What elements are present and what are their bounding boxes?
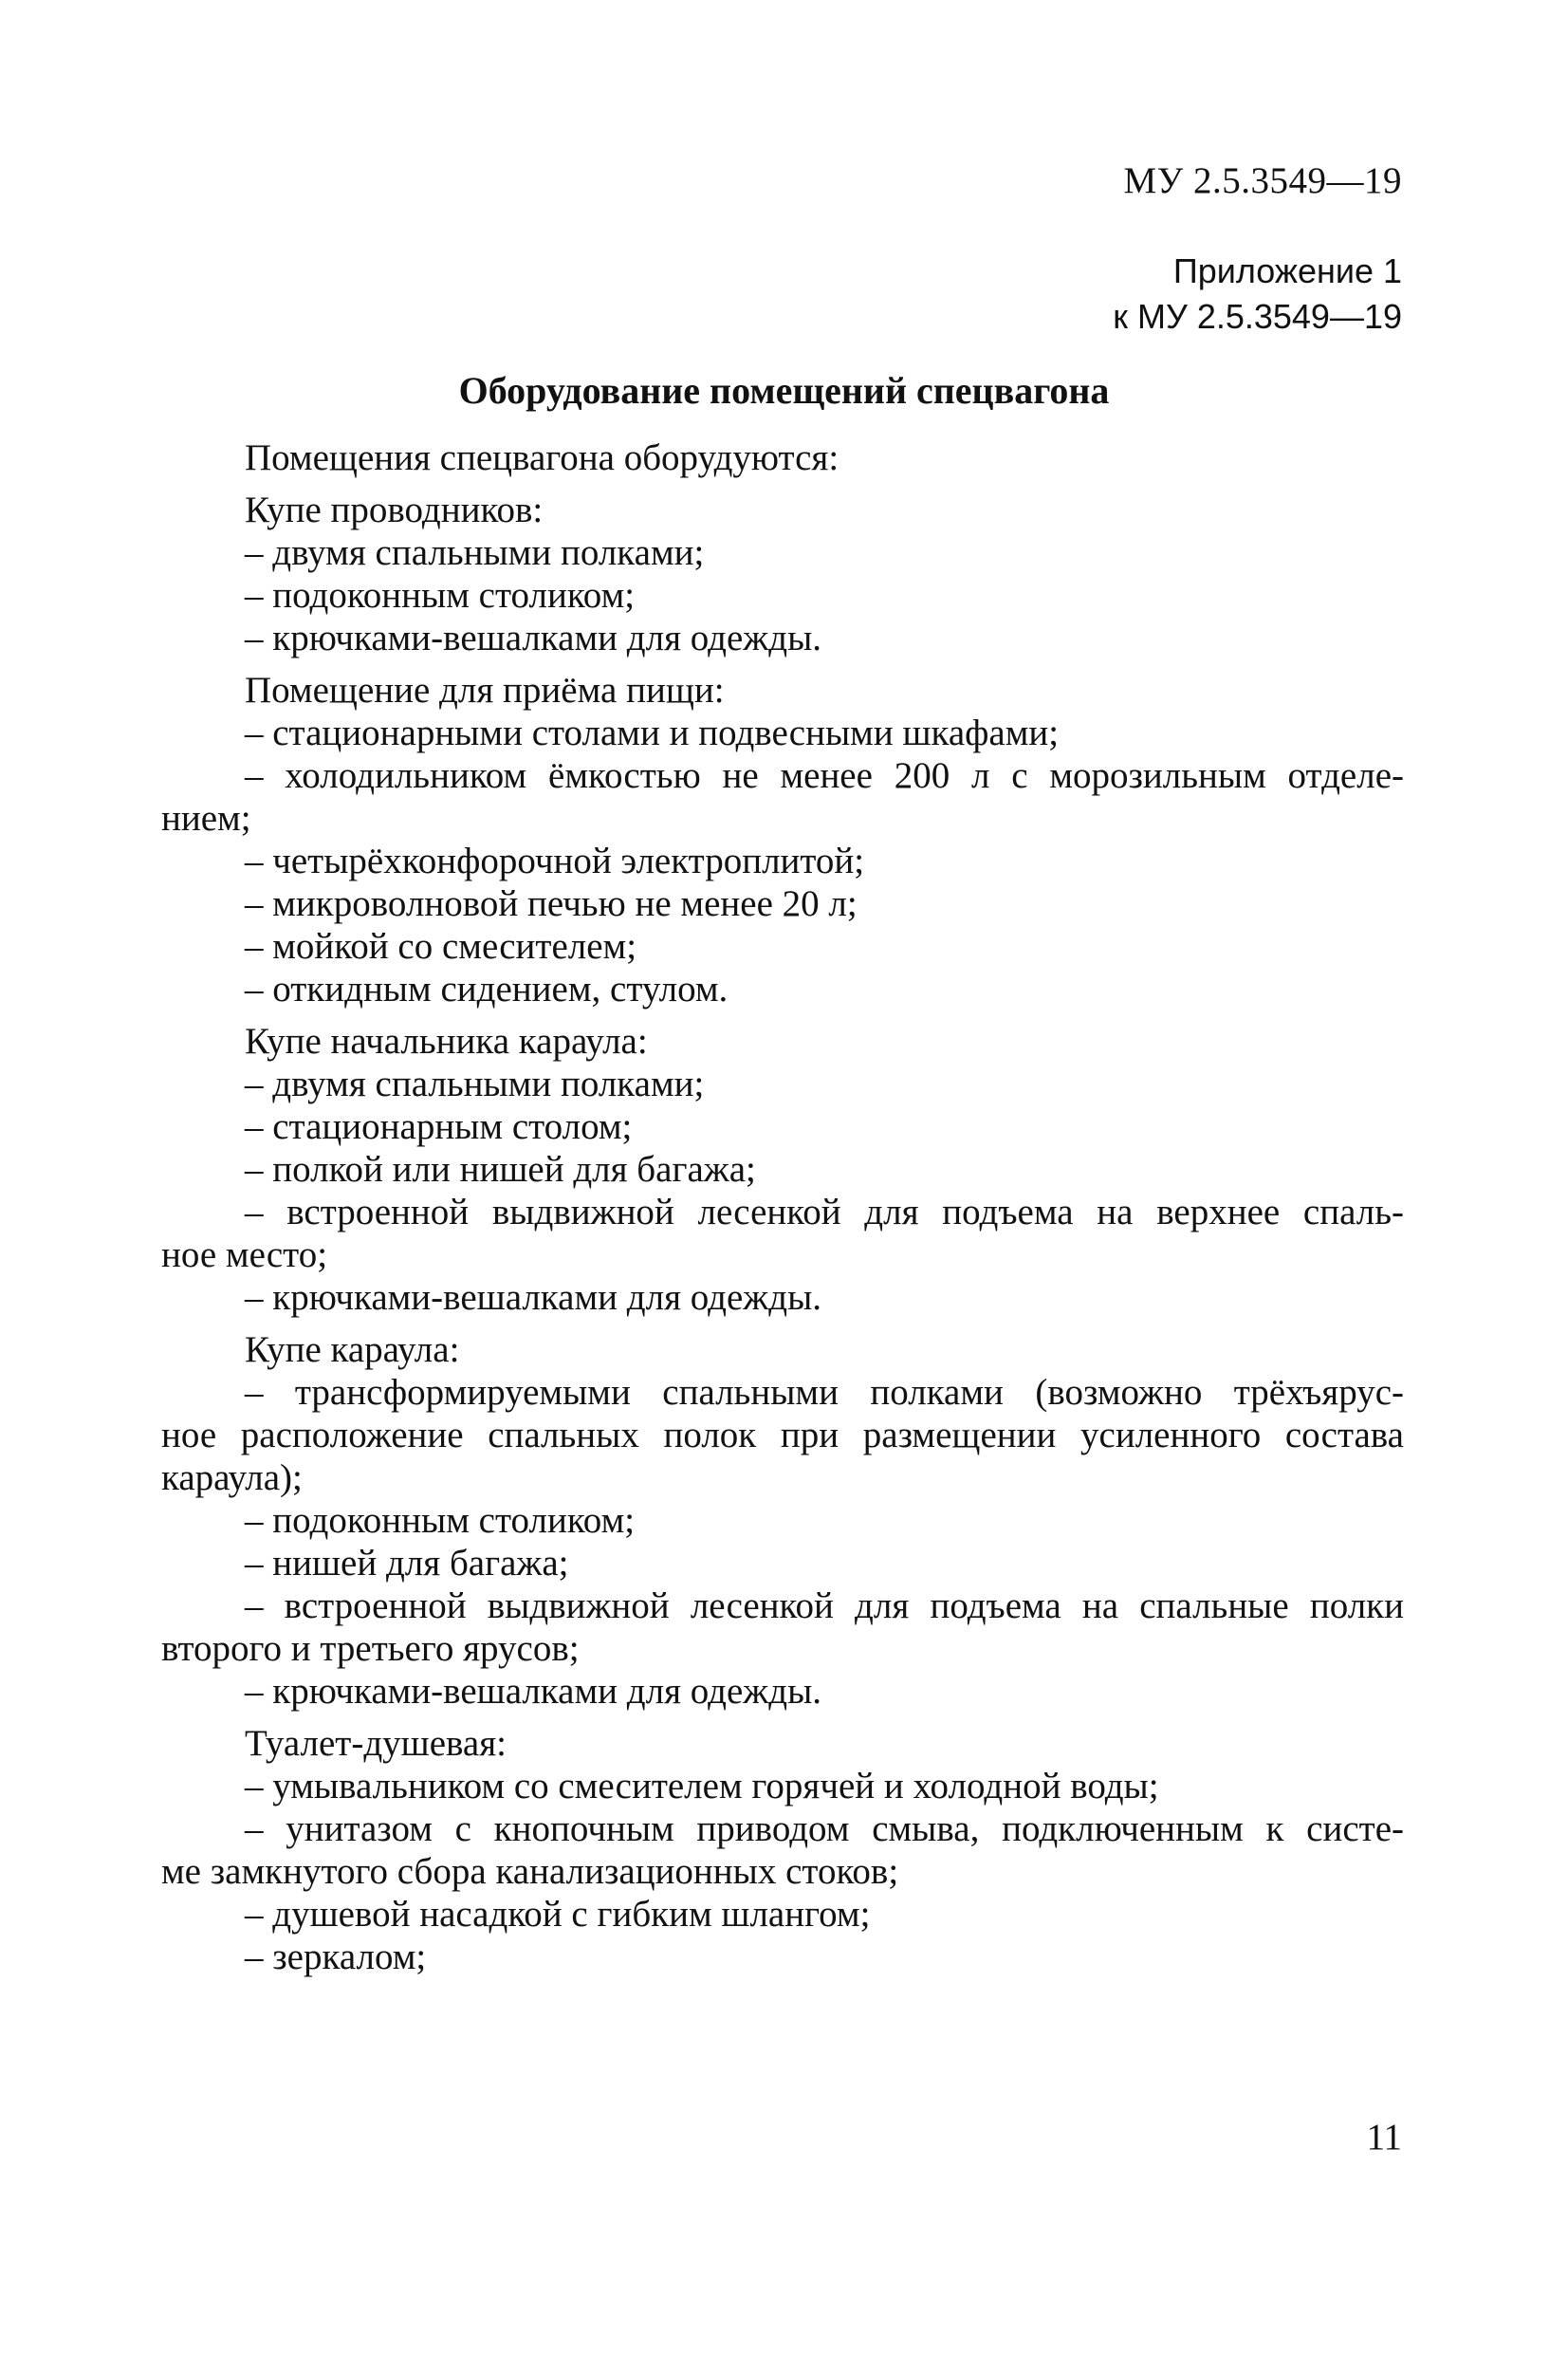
section-heading-dining: Помещение для приёма пищи: [245, 670, 725, 711]
list-item: – полкой или нишей для багажа; [245, 1149, 756, 1190]
section-heading-toilet-shower: Туалет-душевая: [245, 1723, 507, 1764]
list-item: – двумя спальными полками; [245, 532, 705, 573]
list-item-continuation: второго и третьего ярусов; [161, 1628, 580, 1669]
list-item: – встроенной выдвижной лесенкой для подъема на верхнее спаль- [245, 1192, 1404, 1232]
list-item: – встроенной выдвижной лесенкой для подъема на спальные полки [245, 1585, 1404, 1626]
list-item: – унитазом с кнопочным приводом смыва, подключенным к систе- [245, 1808, 1404, 1849]
page-title: Оборудование помещений спецвагона [458, 369, 1110, 412]
appendix-line-2: к МУ 2.5.3549—19 [1113, 297, 1402, 336]
list-item: – четырёхконфорочной электроплитой; [245, 841, 865, 881]
list-item-continuation: караула); [161, 1457, 303, 1498]
page-number: 11 [1366, 2117, 1402, 2158]
section-heading-conductors: Купе проводников: [245, 490, 544, 530]
list-item: – стационарным столом; [245, 1106, 633, 1147]
document-body [161, 436, 1404, 1978]
list-item: – крючками-вешалками для одежды. [245, 618, 822, 658]
intro-paragraph: Помещения спецвагона оборудуются: [245, 437, 839, 478]
list-item: – откидным сидением, стулом. [245, 969, 729, 1010]
list-item-continuation: ное место; [161, 1234, 328, 1275]
list-item: – подоконным столиком; [245, 575, 636, 616]
section-heading-guard: Купе караула: [245, 1329, 460, 1370]
list-item-continuation: ме замкнутого сбора канализационных стоков; [161, 1851, 899, 1892]
list-item: – трансформируемыми спальными полками (возможно трёхъярус- [245, 1372, 1404, 1413]
list-item: – зеркалом; [245, 1936, 427, 1977]
list-item: – подоконным столиком; [245, 1500, 636, 1541]
appendix-label [1113, 249, 1402, 340]
list-item: – стационарными столами и подвесными шкафами; [245, 713, 1060, 753]
section-heading-guard-chief: Купе начальника караула: [245, 1021, 648, 1062]
list-item: – нишей для багажа; [245, 1543, 569, 1584]
list-item: – умывальником со смесителем горячей и холодной воды; [245, 1766, 1159, 1806]
document-code: МУ 2.5.3549—19 [1123, 160, 1402, 201]
list-item: – крючками-вешалками для одежды. [245, 1671, 822, 1712]
list-item: – холодильником ёмкостью не менее 200 л с морозильным отделе- [245, 755, 1404, 796]
list-item: – мойкой со смесителем; [245, 926, 637, 967]
list-item-continuation: ное расположение спальных полок при размещении усиленного состава [161, 1415, 1404, 1455]
list-item: – микроволновой печью не менее 20 л; [245, 883, 858, 924]
list-item-continuation: нием; [161, 798, 251, 839]
list-item: – двумя спальными полками; [245, 1064, 705, 1104]
appendix-line-1: Приложение 1 [1172, 251, 1402, 290]
list-item: – душевой насадкой с гибким шлангом; [245, 1894, 871, 1935]
list-item: – крючками-вешалками для одежды. [245, 1277, 822, 1318]
